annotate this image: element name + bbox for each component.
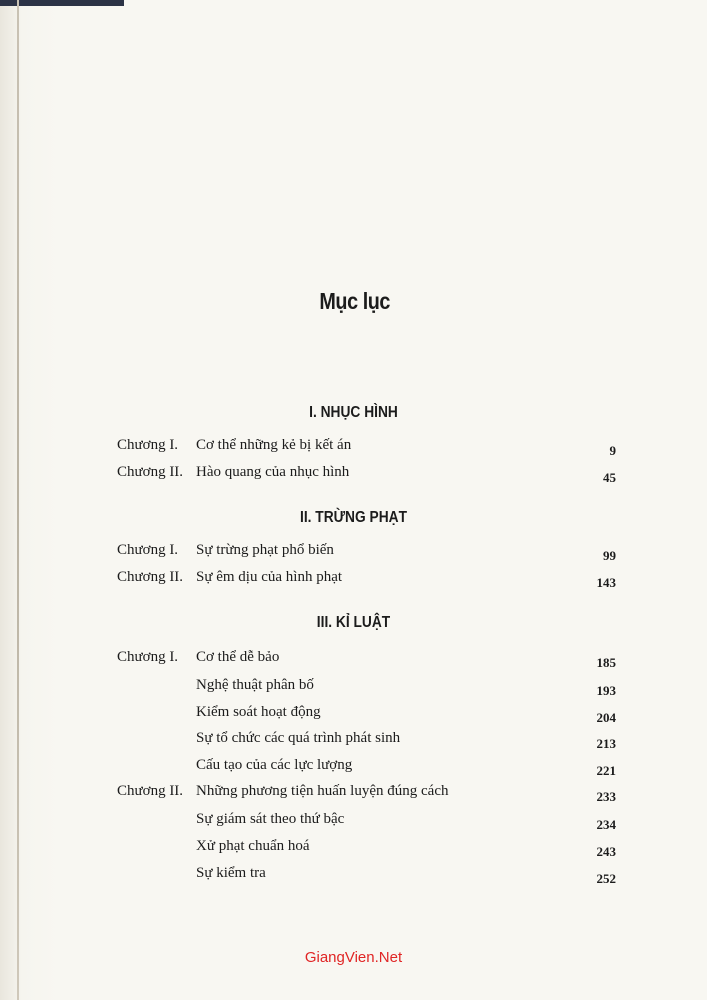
part-title-1: I. NHỤC HÌNH xyxy=(309,404,398,421)
chapter-label: Chương II. xyxy=(117,783,184,799)
part-title-3: III. KỈ LUẬT xyxy=(316,614,391,631)
page-number: 204 xyxy=(596,710,616,725)
toc-entry xyxy=(0,811,707,833)
entry-title: Kiểm soát hoạt động xyxy=(196,704,321,720)
entry-title: Xử phạt chuẩn hoá xyxy=(196,838,310,854)
watermark-link[interactable]: GiangVien.Net xyxy=(304,949,403,966)
toc-entry xyxy=(0,677,707,699)
toc-entry xyxy=(0,838,707,860)
page-number: 213 xyxy=(596,736,616,751)
page-number: 185 xyxy=(596,655,616,670)
page-number: 45 xyxy=(603,470,616,485)
entry-title: Sự êm dịu của hình phạt xyxy=(196,569,343,585)
entry-title: Sự tổ chức các quá trình phát sinh xyxy=(196,730,401,746)
page-number: 193 xyxy=(596,683,616,698)
entry-title: Hào quang của nhục hình xyxy=(196,464,350,480)
chapter-label: Chương II. xyxy=(117,464,184,480)
chapter-label: Chương I. xyxy=(117,437,179,453)
page-number: 234 xyxy=(596,817,616,832)
toc-entry xyxy=(0,542,707,564)
entry-title: Những phương tiện huấn luyện đúng cách xyxy=(196,783,449,799)
toc-entry xyxy=(0,437,707,459)
toc-entry xyxy=(0,783,707,805)
page-number: 252 xyxy=(596,871,616,886)
chapter-label: Chương I. xyxy=(117,649,179,665)
entry-title: Sự giám sát theo thứ bậc xyxy=(196,811,345,827)
toc-entry xyxy=(0,730,707,752)
toc-entry xyxy=(0,757,707,779)
entry-title: Cơ thể dễ bảo xyxy=(196,649,280,665)
page-number: 233 xyxy=(596,789,616,804)
page-number: 243 xyxy=(596,844,616,859)
entry-title: Sự kiểm tra xyxy=(196,865,266,881)
toc-entry xyxy=(0,649,707,671)
chapter-label: Chương I. xyxy=(117,542,179,558)
toc-entry xyxy=(0,704,707,726)
toc-entry xyxy=(0,569,707,591)
chapter-label: Chương II. xyxy=(117,569,184,585)
page-number: 9 xyxy=(609,443,616,458)
page-number: 143 xyxy=(596,575,616,590)
toc-entry xyxy=(0,464,707,486)
entry-title: Cấu tạo của các lực lượng xyxy=(196,757,353,773)
entry-title: Cơ thể những kẻ bị kết án xyxy=(196,437,352,453)
entry-title: Sự trừng phạt phổ biến xyxy=(196,542,334,558)
page-number: 99 xyxy=(603,548,616,563)
entry-title: Nghệ thuật phân bố xyxy=(196,677,314,693)
page-number: 221 xyxy=(596,763,616,778)
page-title: Mục lục xyxy=(319,288,391,314)
toc-entry xyxy=(0,865,707,887)
part-title-2: II. TRỪNG PHẠT xyxy=(300,509,407,526)
